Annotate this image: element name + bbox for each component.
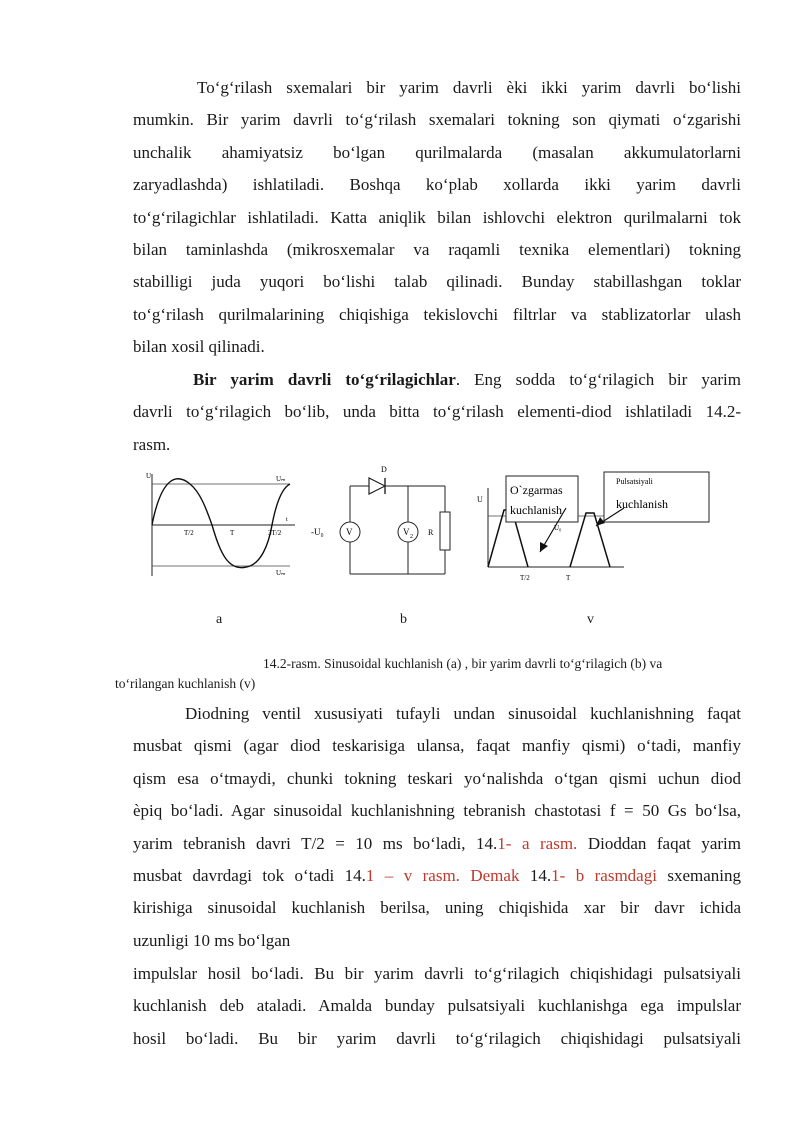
figure-label-a: a xyxy=(216,612,223,627)
t-half-label: T/2 xyxy=(184,529,194,537)
um-top-label: Uₘ xyxy=(276,475,286,483)
figure-v-rectified xyxy=(474,468,724,588)
pulse-box-line1: Pulsatsiyali xyxy=(616,477,653,486)
u0-label: U₀ xyxy=(554,524,562,532)
p4-line: hosil bo‘ladi. Bu bir yarim davrli to‘g‘rilagich chiqishidagi pulsatsiyali xyxy=(133,1028,741,1048)
v2-label: V xyxy=(403,527,410,537)
p2-line xyxy=(133,364,741,396)
p2-text: . Eng sodda to‘g‘rilagich bir yarim xyxy=(455,370,741,389)
v2-sub: 2 xyxy=(410,534,413,540)
figure-reference-link: 1- b rasmdagi xyxy=(551,866,657,886)
figure-reference-link: 1 – v rasm. Demak xyxy=(365,866,520,886)
p3-text: yarim tebranish davri T/2 = 10 ms bo‘ladi, 14. xyxy=(133,833,498,853)
paragraph-3 xyxy=(133,698,741,957)
p3-line: qism esa o‘tmaydi, chunki tokning teskari yo‘nalishda o‘tgan qismi uchun diod xyxy=(133,768,741,788)
paragraph-4 xyxy=(133,958,741,1055)
figure-caption-line2: to‘rilangan kuchlanish (v) xyxy=(115,676,256,691)
p1-line: to‘g‘rilash qurilmalarining chiqishiga tekislovchi filtrlar va stablizatorlar ulash xyxy=(133,304,741,324)
p1-line: zaryadlashda) ishlatiladi. Boshqa ko‘plab xollarda ikki yarim davrli xyxy=(133,175,741,195)
p4-line: kuchlanish deb ataladi. Amalda bunday pulsatsiyali kuchlanishga ega impulslar xyxy=(133,996,741,1016)
p3-line xyxy=(133,860,741,892)
axis-u-label: U xyxy=(146,472,152,480)
figure-label-b: b xyxy=(400,612,407,627)
figure-reference-link: 1- a rasm. xyxy=(497,833,578,853)
pulse-box-line2: kuchlanish xyxy=(616,497,668,511)
p3-line xyxy=(133,828,741,860)
paragraph-2 xyxy=(133,364,741,461)
p1-line: stabilligi juda yuqori bo‘lishi talab qilinadi. Bunday stabillashgan toklar xyxy=(133,272,741,292)
p4-line: impulslar hosil bo‘ladi. Bu bir yarim davrli to‘g‘rilagich chiqishidagi pulsatsiyali xyxy=(133,964,741,983)
p1-line: to‘g‘rilagichlar ishlatiladi. Katta aniqlik bilan ishlovchi elektron qurilmalarni tok xyxy=(133,207,741,227)
figure-caption-line1: 14.2-rasm. Sinusoidal kuchlanish (a) , bir yarim davrli to‘g‘rilagich (b) va xyxy=(263,656,663,671)
p2-line: davrli to‘g‘rilagich bo‘lib, unda bitta to‘g‘rilash elementi-diod ishlatiladi 14.2- xyxy=(133,402,741,422)
t-axis-label: t xyxy=(286,517,288,523)
u0-label: -U₀ xyxy=(311,527,324,537)
t-label: T xyxy=(566,574,571,582)
resistor-label: R xyxy=(428,528,434,537)
section-heading: Bir yarim davrli to‘g‘rilagichlar xyxy=(193,370,456,389)
figure-b-circuit xyxy=(305,462,465,582)
p1-line: unchalik ahamiyatsiz bo‘lgan qurilmalarda (masalan akkumulatorlarni xyxy=(133,142,741,162)
t-label: T xyxy=(230,529,235,537)
resistor-icon xyxy=(440,512,450,550)
p1-line: To‘g‘rilash sxemalari bir yarim davrli èki ikki yarim davrli bo‘lishi xyxy=(197,78,741,97)
diode-label: D xyxy=(381,465,387,474)
dc-box-line2: kuchlanish xyxy=(510,503,562,517)
axis-u-label: U xyxy=(477,495,483,504)
dc-box-line1: O`zgarmas xyxy=(510,483,563,497)
diode-icon xyxy=(369,478,385,494)
p3-text: Dioddan faqat yarim xyxy=(577,833,741,853)
p3-line: musbat qismi (agar diod teskarisiga ulansa, faqat manfiy qismi) o‘tadi, manfiy xyxy=(133,736,741,756)
paragraph-1 xyxy=(133,72,741,364)
p3-line: kirishiga sinusoidal kuchlanish berilsa, uning chiqishida xar bir davr ichida xyxy=(133,898,741,918)
p3-line: Diodning ventil xususiyati tufayli undan sinusoidal kuchlanishning faqat xyxy=(185,704,741,723)
p1-line: mumkin. Bir yarim davrli to‘g‘rilash sxemalari tokning son qiymati o‘zgarishi xyxy=(133,110,741,130)
t-half-label: T/2 xyxy=(520,574,530,582)
v1-label: V xyxy=(346,527,353,537)
p2-line: rasm. xyxy=(133,434,171,454)
p3-text: sxemaning xyxy=(656,866,742,886)
um-bottom-label: Uₘ xyxy=(276,569,286,577)
p1-line: bilan taminlashda (mikrosxemalar va raqamli texnika elementlari) tokning xyxy=(133,240,741,260)
t-3half-label: 3T/2 xyxy=(268,529,282,537)
figure-a-sinusoid xyxy=(140,468,300,588)
p3-text: 14. xyxy=(519,866,552,886)
p3-text: musbat davrdagi tok o‘tadi 14. xyxy=(133,866,366,886)
figure-label-v: v xyxy=(587,612,594,627)
p1-line: bilan xosil qilinadi. xyxy=(133,337,265,357)
p3-line: uzunligi 10 ms bo‘lgan xyxy=(133,930,291,950)
p3-line: èpiq bo‘ladi. Agar sinusoidal kuchlanishning tebranish chastotasi f = 50 Gs bo‘lsa, xyxy=(133,801,741,821)
